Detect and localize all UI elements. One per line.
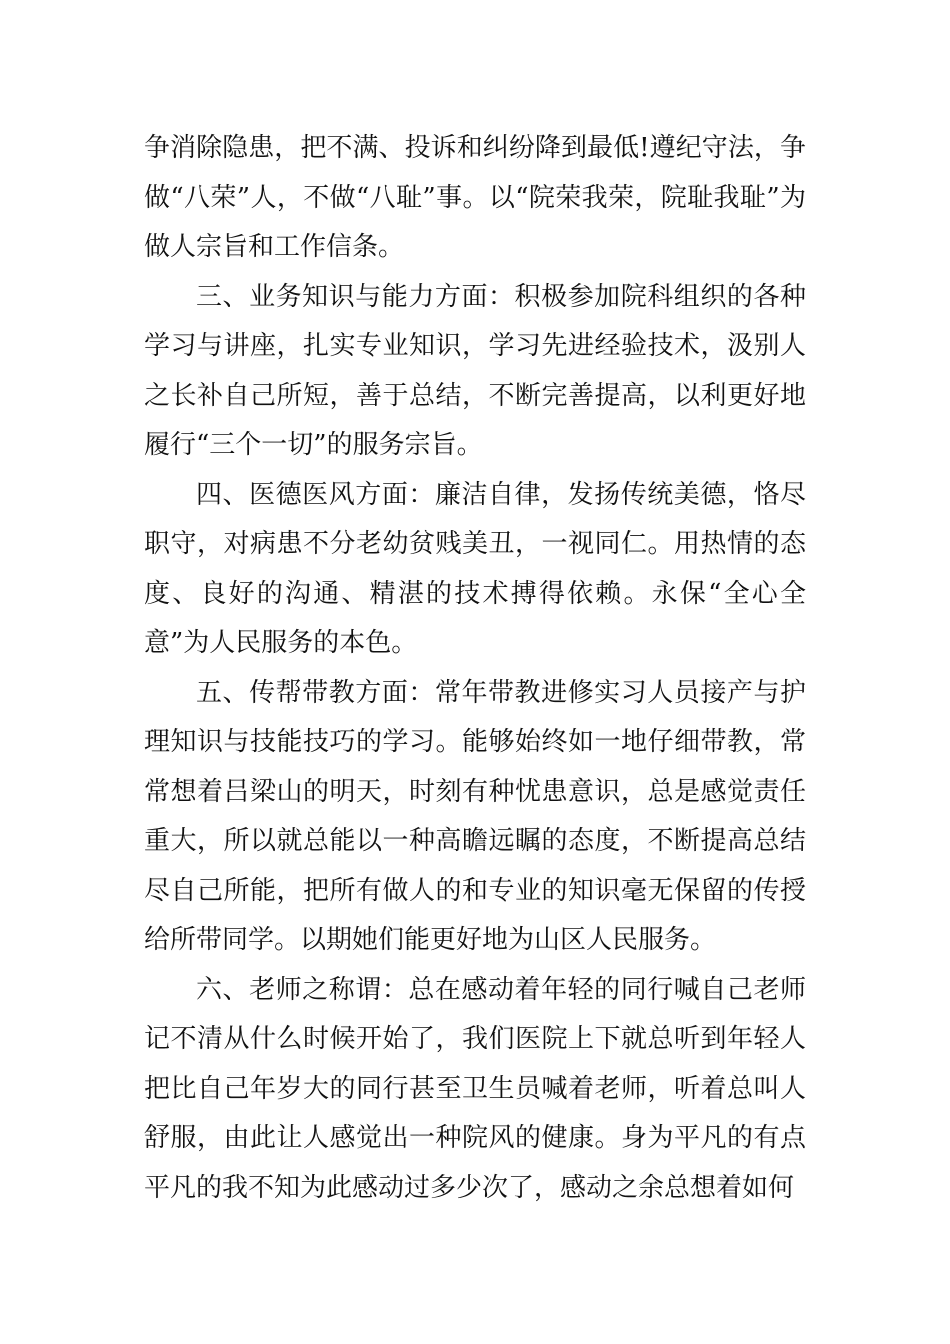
paragraph-teacher-title: 六、老师之称谓：总在感动着年轻的同行喊自己老师记不清从什么时候开始了，我们医院上下就总听到年轻人把比自己年岁大的同行甚至卫生员喊着老师，听着总叫人舒服，由此让人感觉出一种院风的健康。身为平凡的有点平凡的我不知为此感动过多少次了，感动之余总想着如何	[144, 974, 806, 1203]
document-page	[144, 124, 806, 1213]
paragraph-continuation: 争消除隐患，把不满、投诉和纠纷降到最低!遵纪守法，争做“八荣”人，不做“八耻”事。以“院荣我荣，院耻我耻”为做人宗旨和工作信条。	[144, 133, 806, 262]
paragraph-mentoring: 五、传帮带教方面：常年带教进修实习人员接产与护理知识与技能技巧的学习。能够始终如一地仔细带教，常常想着吕梁山的明天，时刻有种忧患意识，总是感觉责任重大，所以就总能以一种高瞻远瞩的态度，不断提高总结尽自己所能，把所有做人的和专业的知识毫无保留的传授给所带同学。以期她们能更好地为山区人民服务。	[144, 677, 806, 955]
paragraph-medical-ethics: 四、医德医风方面：廉洁自律，发扬传统美德，恪尽职守，对病患不分老幼贫贱美丑，一视同仁。用热情的态度、良好的沟通、精湛的技术搏得依赖。永保“全心全意”为人民服务的本色。	[144, 479, 806, 658]
paragraph-business-knowledge: 三、业务知识与能力方面：积极参加院科组织的各种学习与讲座，扎实专业知识，学习先进经验技术，汲别人之长补自己所短，善于总结，不断完善提高，以利更好地履行“三个一切”的服务宗旨。	[144, 281, 806, 460]
